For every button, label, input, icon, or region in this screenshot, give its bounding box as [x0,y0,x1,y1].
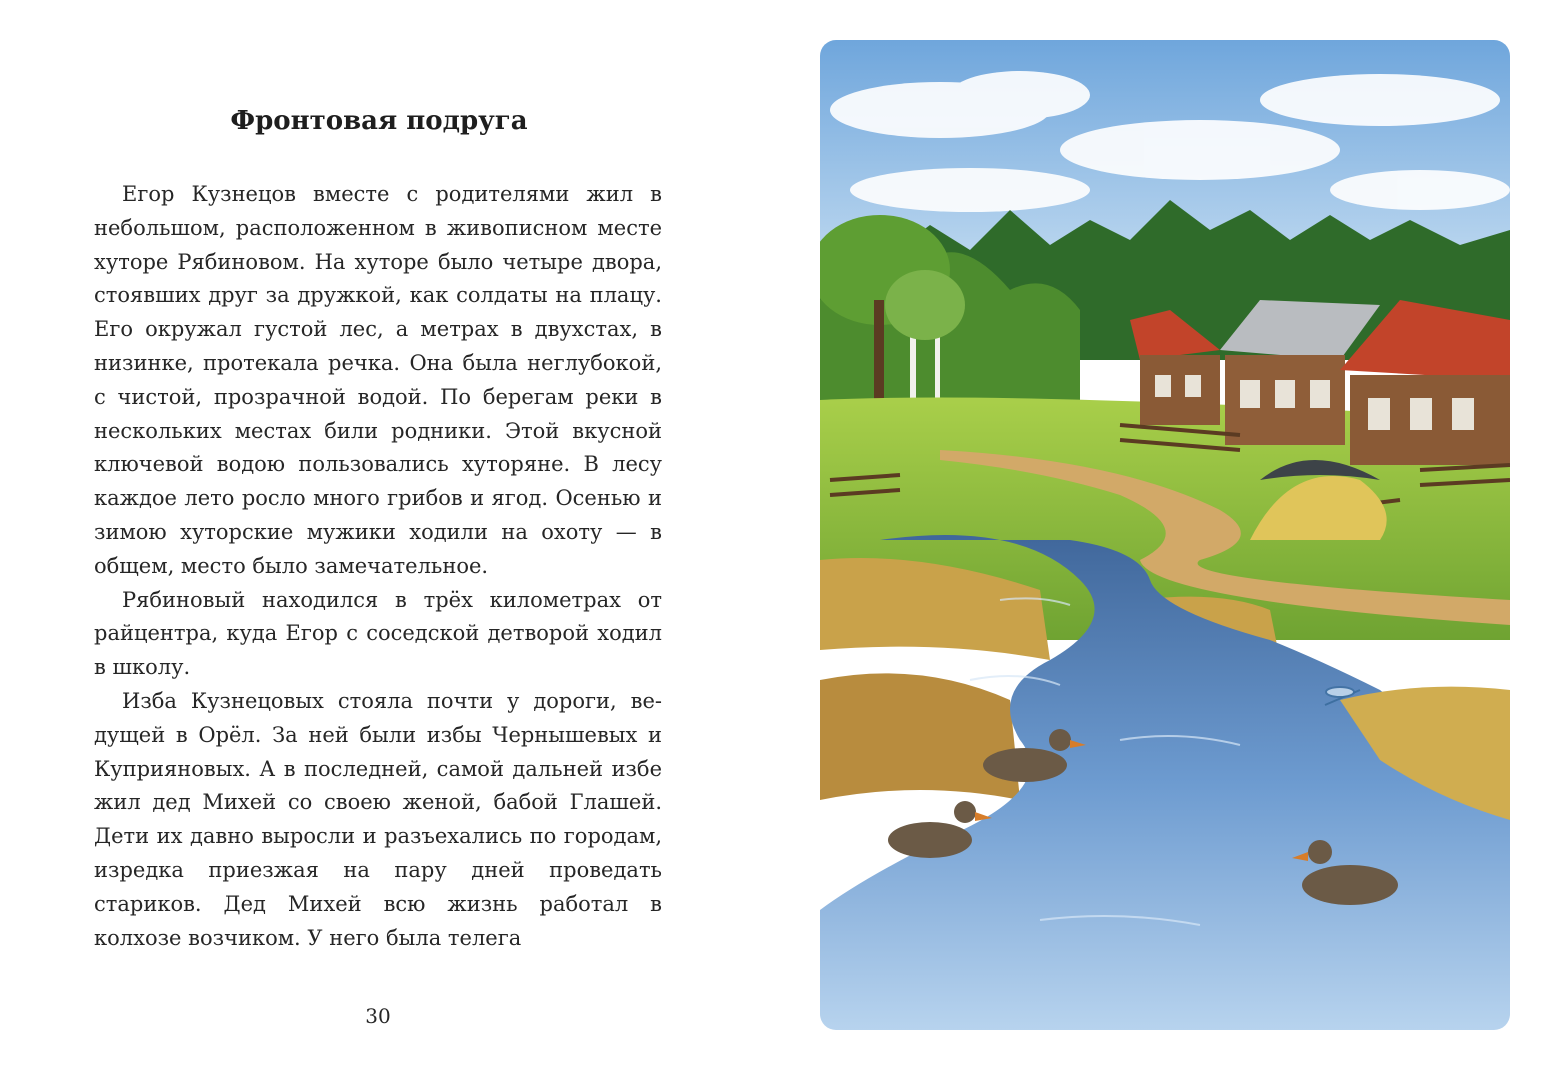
illustration-svg [820,40,1510,1030]
page-number: 30 [365,1004,391,1028]
paragraph-2: Рябиновый находился в трёх километрах от райцентра, куда Егор с соседской детворой ходил в школу. [94,587,662,680]
chapter-title: Фронтовая подруга [230,106,528,136]
village-river-illustration [820,40,1510,1030]
body-text [94,178,662,955]
paragraph-1: Егор Кузнецов вместе с родителями жил в небольшом, расположенном в живописном месте хуторе Рябиновом. На хуторе было четыре двора, стоявших друг за дружкой, как солдаты на плацу. Его окружал густой лес, а метрах в двухстах, в низинке, протекала речка. Она была неглубокой, с чистой, прозрачной водой. По берегам реки в нескольких местах били родники. Этой вкусной ключевой водою пользовались хуторяне. В лесу каждое лето росло много грибов и ягод. Осенью и зимою хуторские мужики ходили на охоту — в общем, место было замечательное. [94,182,662,578]
reeds-left-bottom [820,673,1020,800]
right-page [790,0,1544,1080]
paragraph-3: Изба Кузнецовых стояла почти у дороги, ведущей в Орёл. За ней были избы Чернышевых и Куприяновых. А в последней, самой дальней избе жил дед Михей со своею женой, бабой Глашей. Дети их давно выросли и разъехались по городам, изредка приезжая на пару дней проведать стариков. Дед Михей всю жизнь работал в колхозе возчиком. У него была телега [94,688,662,950]
left-page [0,0,770,1080]
